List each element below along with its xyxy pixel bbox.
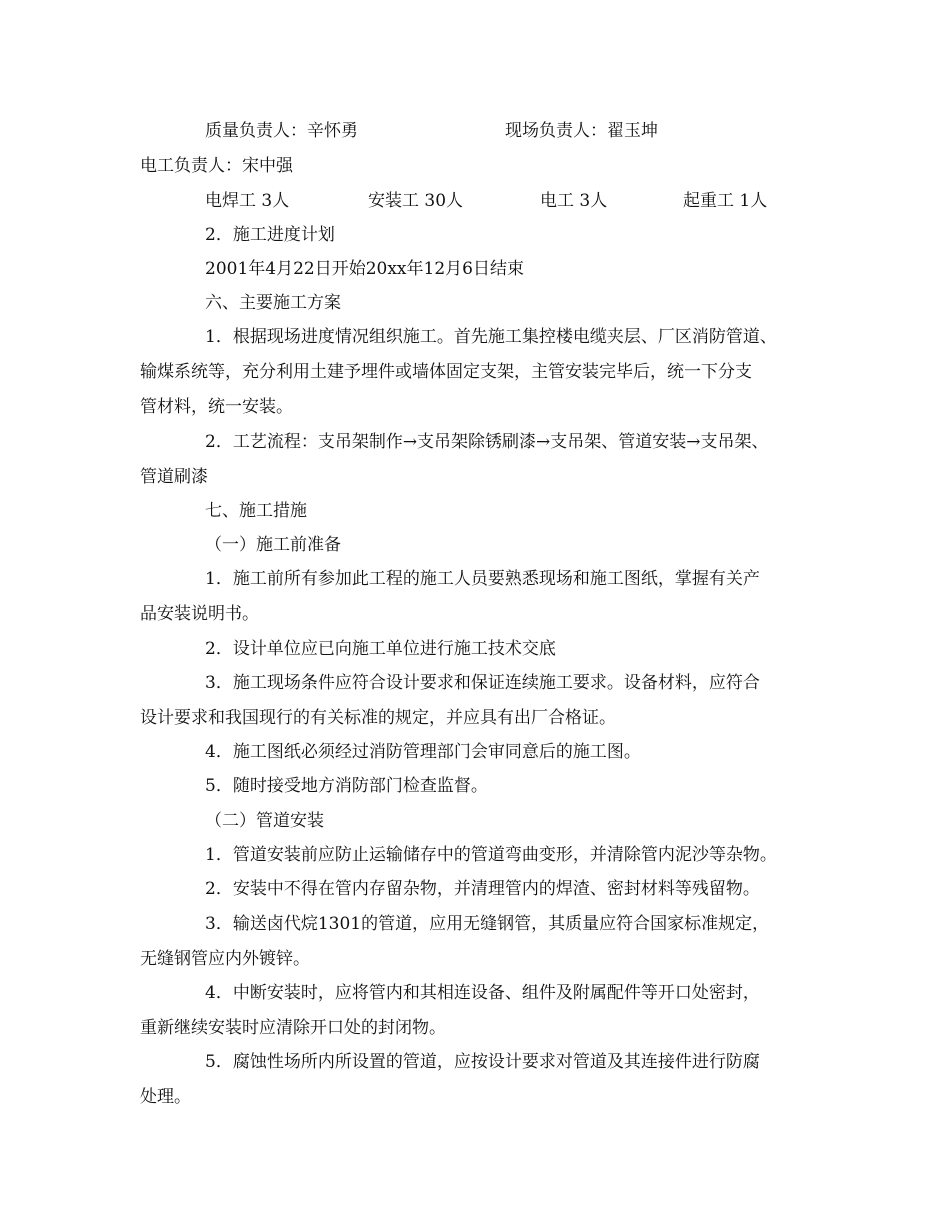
- sub1-item5: 5．随时接受地方消防部门检查监督。: [205, 776, 488, 796]
- sub2-item1: 1．管道安装前应防止运输储存中的管道弯曲变形，并清除管内泥沙等杂物。: [205, 845, 777, 865]
- sub1-item3-line1: 3．施工现场条件应符合设计要求和保证连续施工要求。设备材料，应符合: [205, 673, 760, 693]
- electrician-count: 电工 3人: [540, 191, 608, 211]
- section-6-p1-line1: 1．根据现场进度情况组织施工。首先施工集控楼电缆夹层、厂区消防管道、: [205, 327, 777, 347]
- sub1-item4: 4．施工图纸必须经过消防管理部门会审同意后的施工图。: [205, 742, 641, 762]
- sub2-item3-line2: 无缝钢管应内外镀锌。: [140, 949, 310, 969]
- sub1-item1-line2: 品安装说明书。: [140, 604, 259, 624]
- section-6-heading: 六、主要施工方案: [205, 293, 341, 313]
- section-6-p1-line3: 管材料，统一安装。: [140, 397, 293, 417]
- schedule-text: 2001年4月22日开始20xx年12月6日结束: [205, 259, 524, 279]
- sub2-item5-line2: 处理。: [140, 1087, 191, 1107]
- sub2-heading: （二）管道安装: [205, 811, 324, 831]
- sub2-item4-line2: 重新继续安装时应清除开口处的封闭物。: [140, 1018, 446, 1038]
- quality-lead: 质量负责人：辛怀勇: [205, 121, 358, 141]
- section-7-heading: 七、施工措施: [205, 501, 307, 521]
- sub1-heading: （一）施工前准备: [205, 535, 341, 555]
- sub2-item3-line1: 3．输送卤代烷1301的管道，应用无缝钢管，其质量应符合国家标准规定，: [205, 914, 770, 934]
- section-6-p2-line2: 管道刷漆: [140, 467, 208, 487]
- schedule-heading: 2．施工进度计划: [205, 225, 335, 245]
- sub1-item1-line1: 1．施工前所有参加此工程的施工人员要熟悉现场和施工图纸，掌握有关产: [205, 569, 760, 589]
- welder-count: 电焊工 3人: [205, 191, 290, 211]
- sub1-item2: 2．设计单位应已向施工单位进行施工技术交底: [205, 639, 556, 659]
- sub2-item5-line1: 5．腐蚀性场所内所设置的管道，应按设计要求对管道及其连接件进行防腐: [205, 1052, 760, 1072]
- section-6-p2-line1: 2．工艺流程：支吊架制作→支吊架除锈刷漆→支吊架、管道安装→支吊架、: [205, 432, 769, 452]
- electrician-lead: 电工负责人：宋中强: [140, 156, 293, 176]
- installer-count: 安装工 30人: [368, 191, 464, 211]
- rigger-count: 起重工 1人: [683, 191, 768, 211]
- section-6-p1-line2: 输煤系统等，充分利用土建予埋件或墙体固定支架，主管安装完毕后，统一下分支: [140, 362, 752, 382]
- sub2-item4-line1: 4．中断安装时，应将管内和其相连设备、组件及附属配件等开口处密封，: [205, 983, 760, 1003]
- site-lead: 现场负责人：翟玉坤: [505, 121, 658, 141]
- sub2-item2: 2．安装中不得在管内存留杂物，并清理管内的焊渣、密封材料等残留物。: [205, 879, 760, 899]
- sub1-item3-line2: 设计要求和我国现行的有关标准的规定，并应具有出厂合格证。: [140, 708, 616, 728]
